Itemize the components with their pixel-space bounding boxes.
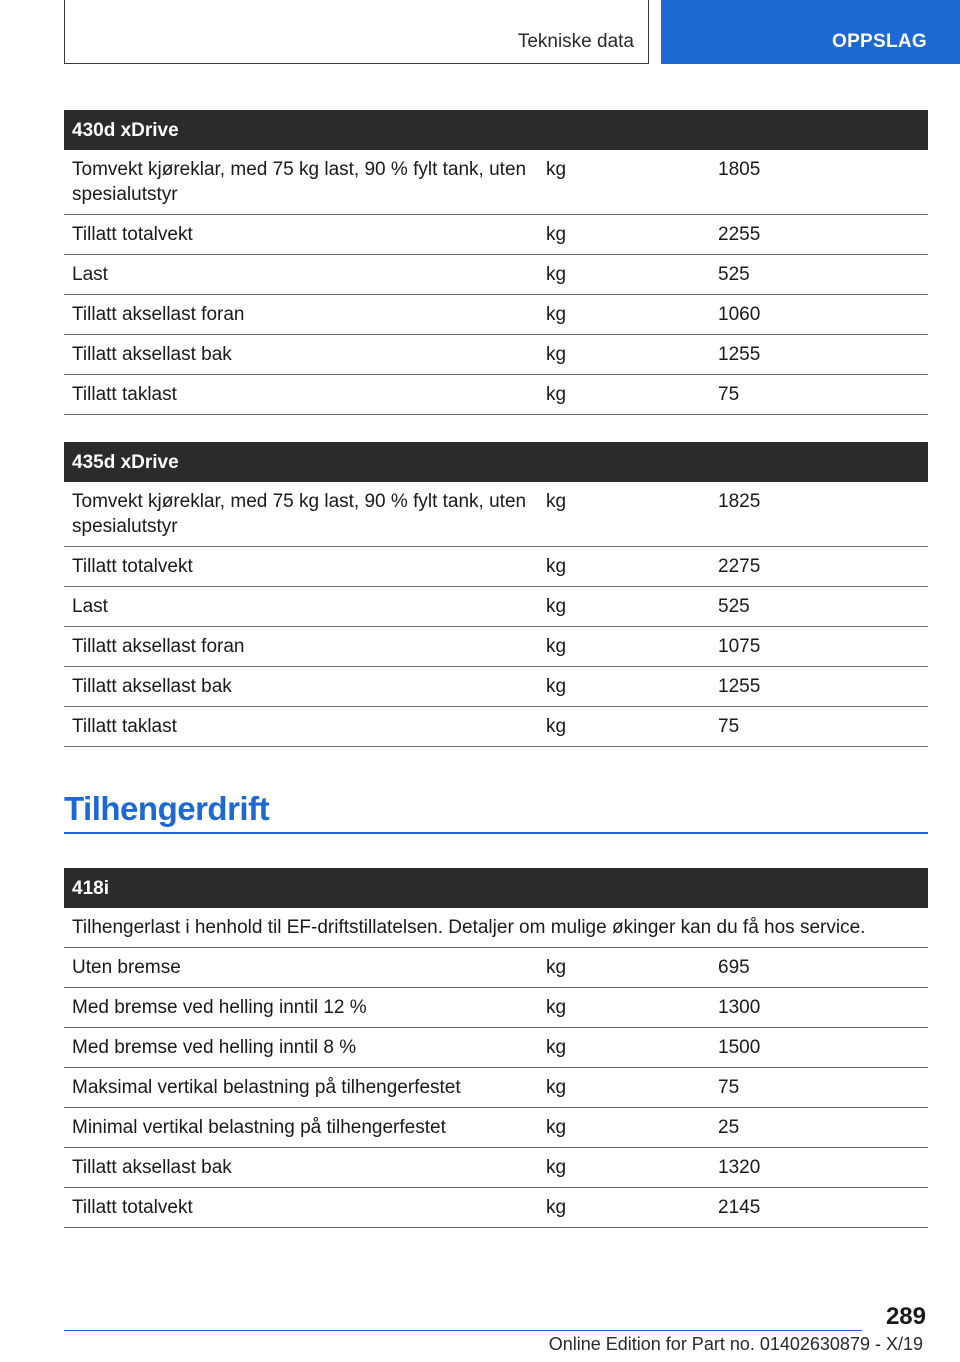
row-value: 2275 [718, 556, 761, 577]
row-unit: kg [546, 304, 567, 325]
row-value: 75 [718, 384, 740, 405]
footer-edition-text: Online Edition for Part no. 01402630879 - X/19 [548, 1334, 923, 1354]
row-value: 695 [718, 957, 750, 978]
row-label: Last [72, 264, 108, 285]
row-value: 525 [718, 596, 750, 617]
row-value: 1060 [718, 304, 761, 325]
row-value: 2255 [718, 224, 761, 245]
row-value: 1075 [718, 636, 761, 657]
table-row [64, 295, 928, 335]
row-unit: kg [546, 1197, 567, 1218]
row-value: 75 [718, 716, 740, 737]
table-row [64, 335, 928, 375]
table-430d [64, 110, 928, 415]
row-unit: kg [546, 384, 567, 405]
row-unit: kg [546, 997, 567, 1018]
header-section-label: Tekniske data [517, 31, 634, 52]
table-row [64, 215, 928, 255]
page-number: 289 [885, 1303, 926, 1330]
row-label: Tillatt taklast [72, 384, 177, 405]
row-label: Med bremse ved helling inntil 12 % [72, 997, 367, 1018]
row-label: Med bremse ved helling inntil 8 % [72, 1037, 357, 1058]
table-row [64, 667, 928, 707]
table-row [64, 375, 928, 415]
table-row [64, 1068, 928, 1108]
row-label: Tillatt totalvekt [72, 224, 193, 245]
row-label: Minimal vertikal belastning på tilhengerfestet [72, 1117, 446, 1138]
row-label: Tomvekt kjøreklar, med 75 kg last, 90 % fylt tank, uten spesialutstyr [72, 159, 527, 205]
row-value: 1805 [718, 159, 761, 180]
row-value: 1500 [718, 1037, 761, 1058]
row-unit: kg [546, 957, 567, 978]
table-row [64, 255, 928, 295]
row-label: Tillatt aksellast bak [72, 1157, 232, 1178]
table-title: 435d xDrive [64, 442, 928, 482]
table-row [64, 547, 928, 587]
row-value: 2145 [718, 1197, 761, 1218]
row-value: 1825 [718, 491, 761, 512]
row-unit: kg [546, 264, 567, 285]
row-unit: kg [546, 1077, 567, 1098]
table-row [64, 1188, 928, 1228]
table-418i [64, 868, 928, 1228]
row-unit: kg [546, 491, 567, 512]
row-unit: kg [546, 344, 567, 365]
table-title: 430d xDrive [64, 110, 928, 150]
row-label: Tillatt aksellast foran [72, 304, 245, 325]
table-row [64, 1108, 928, 1148]
table-435d [64, 442, 928, 747]
table-note-row [64, 908, 928, 948]
header-section-box [64, 0, 649, 64]
table-row [64, 988, 928, 1028]
table-row [64, 150, 928, 215]
table-row [64, 587, 928, 627]
row-unit: kg [546, 159, 567, 180]
row-value: 1300 [718, 997, 761, 1018]
row-value: 1255 [718, 344, 761, 365]
row-value: 1255 [718, 676, 761, 697]
table-row [64, 1148, 928, 1188]
section-title: Tilhengerdrift [64, 790, 270, 827]
row-value: 25 [718, 1117, 740, 1138]
table-row [64, 1028, 928, 1068]
section-heading [64, 790, 928, 834]
row-unit: kg [546, 224, 567, 245]
row-unit: kg [546, 596, 567, 617]
row-label: Tillatt totalvekt [72, 1197, 193, 1218]
footer-divider [64, 1330, 862, 1331]
row-value: 75 [718, 1077, 740, 1098]
row-label: Uten bremse [72, 957, 181, 978]
table-row [64, 707, 928, 747]
row-unit: kg [546, 716, 567, 737]
row-label: Tillatt aksellast bak [72, 344, 232, 365]
row-label: Last [72, 596, 108, 617]
table-row [64, 948, 928, 988]
row-unit: kg [546, 636, 567, 657]
table-title: 418i [64, 868, 928, 908]
table-row [64, 482, 928, 547]
header-tab-oppslag[interactable] [661, 0, 960, 64]
row-label: Tomvekt kjøreklar, med 75 kg last, 90 % fylt tank, uten spesialutstyr [72, 491, 527, 537]
row-value: 1320 [718, 1157, 761, 1178]
row-label: Tillatt taklast [72, 716, 177, 737]
table-row [64, 627, 928, 667]
table-note: Tilhengerlast i henhold til EF-driftstillatelsen. Detaljer om mulige økinger kan du få hos service. [72, 917, 866, 938]
row-unit: kg [546, 1117, 567, 1138]
row-unit: kg [546, 1037, 567, 1058]
row-value: 525 [718, 264, 750, 285]
row-label: Maksimal vertikal belastning på tilhengerfestet [72, 1077, 461, 1098]
row-unit: kg [546, 676, 567, 697]
header-tab-label: OPPSLAG [831, 31, 927, 52]
row-unit: kg [546, 1157, 567, 1178]
row-unit: kg [546, 556, 567, 577]
row-label: Tillatt aksellast foran [72, 636, 245, 657]
row-label: Tillatt aksellast bak [72, 676, 232, 697]
row-label: Tillatt totalvekt [72, 556, 193, 577]
